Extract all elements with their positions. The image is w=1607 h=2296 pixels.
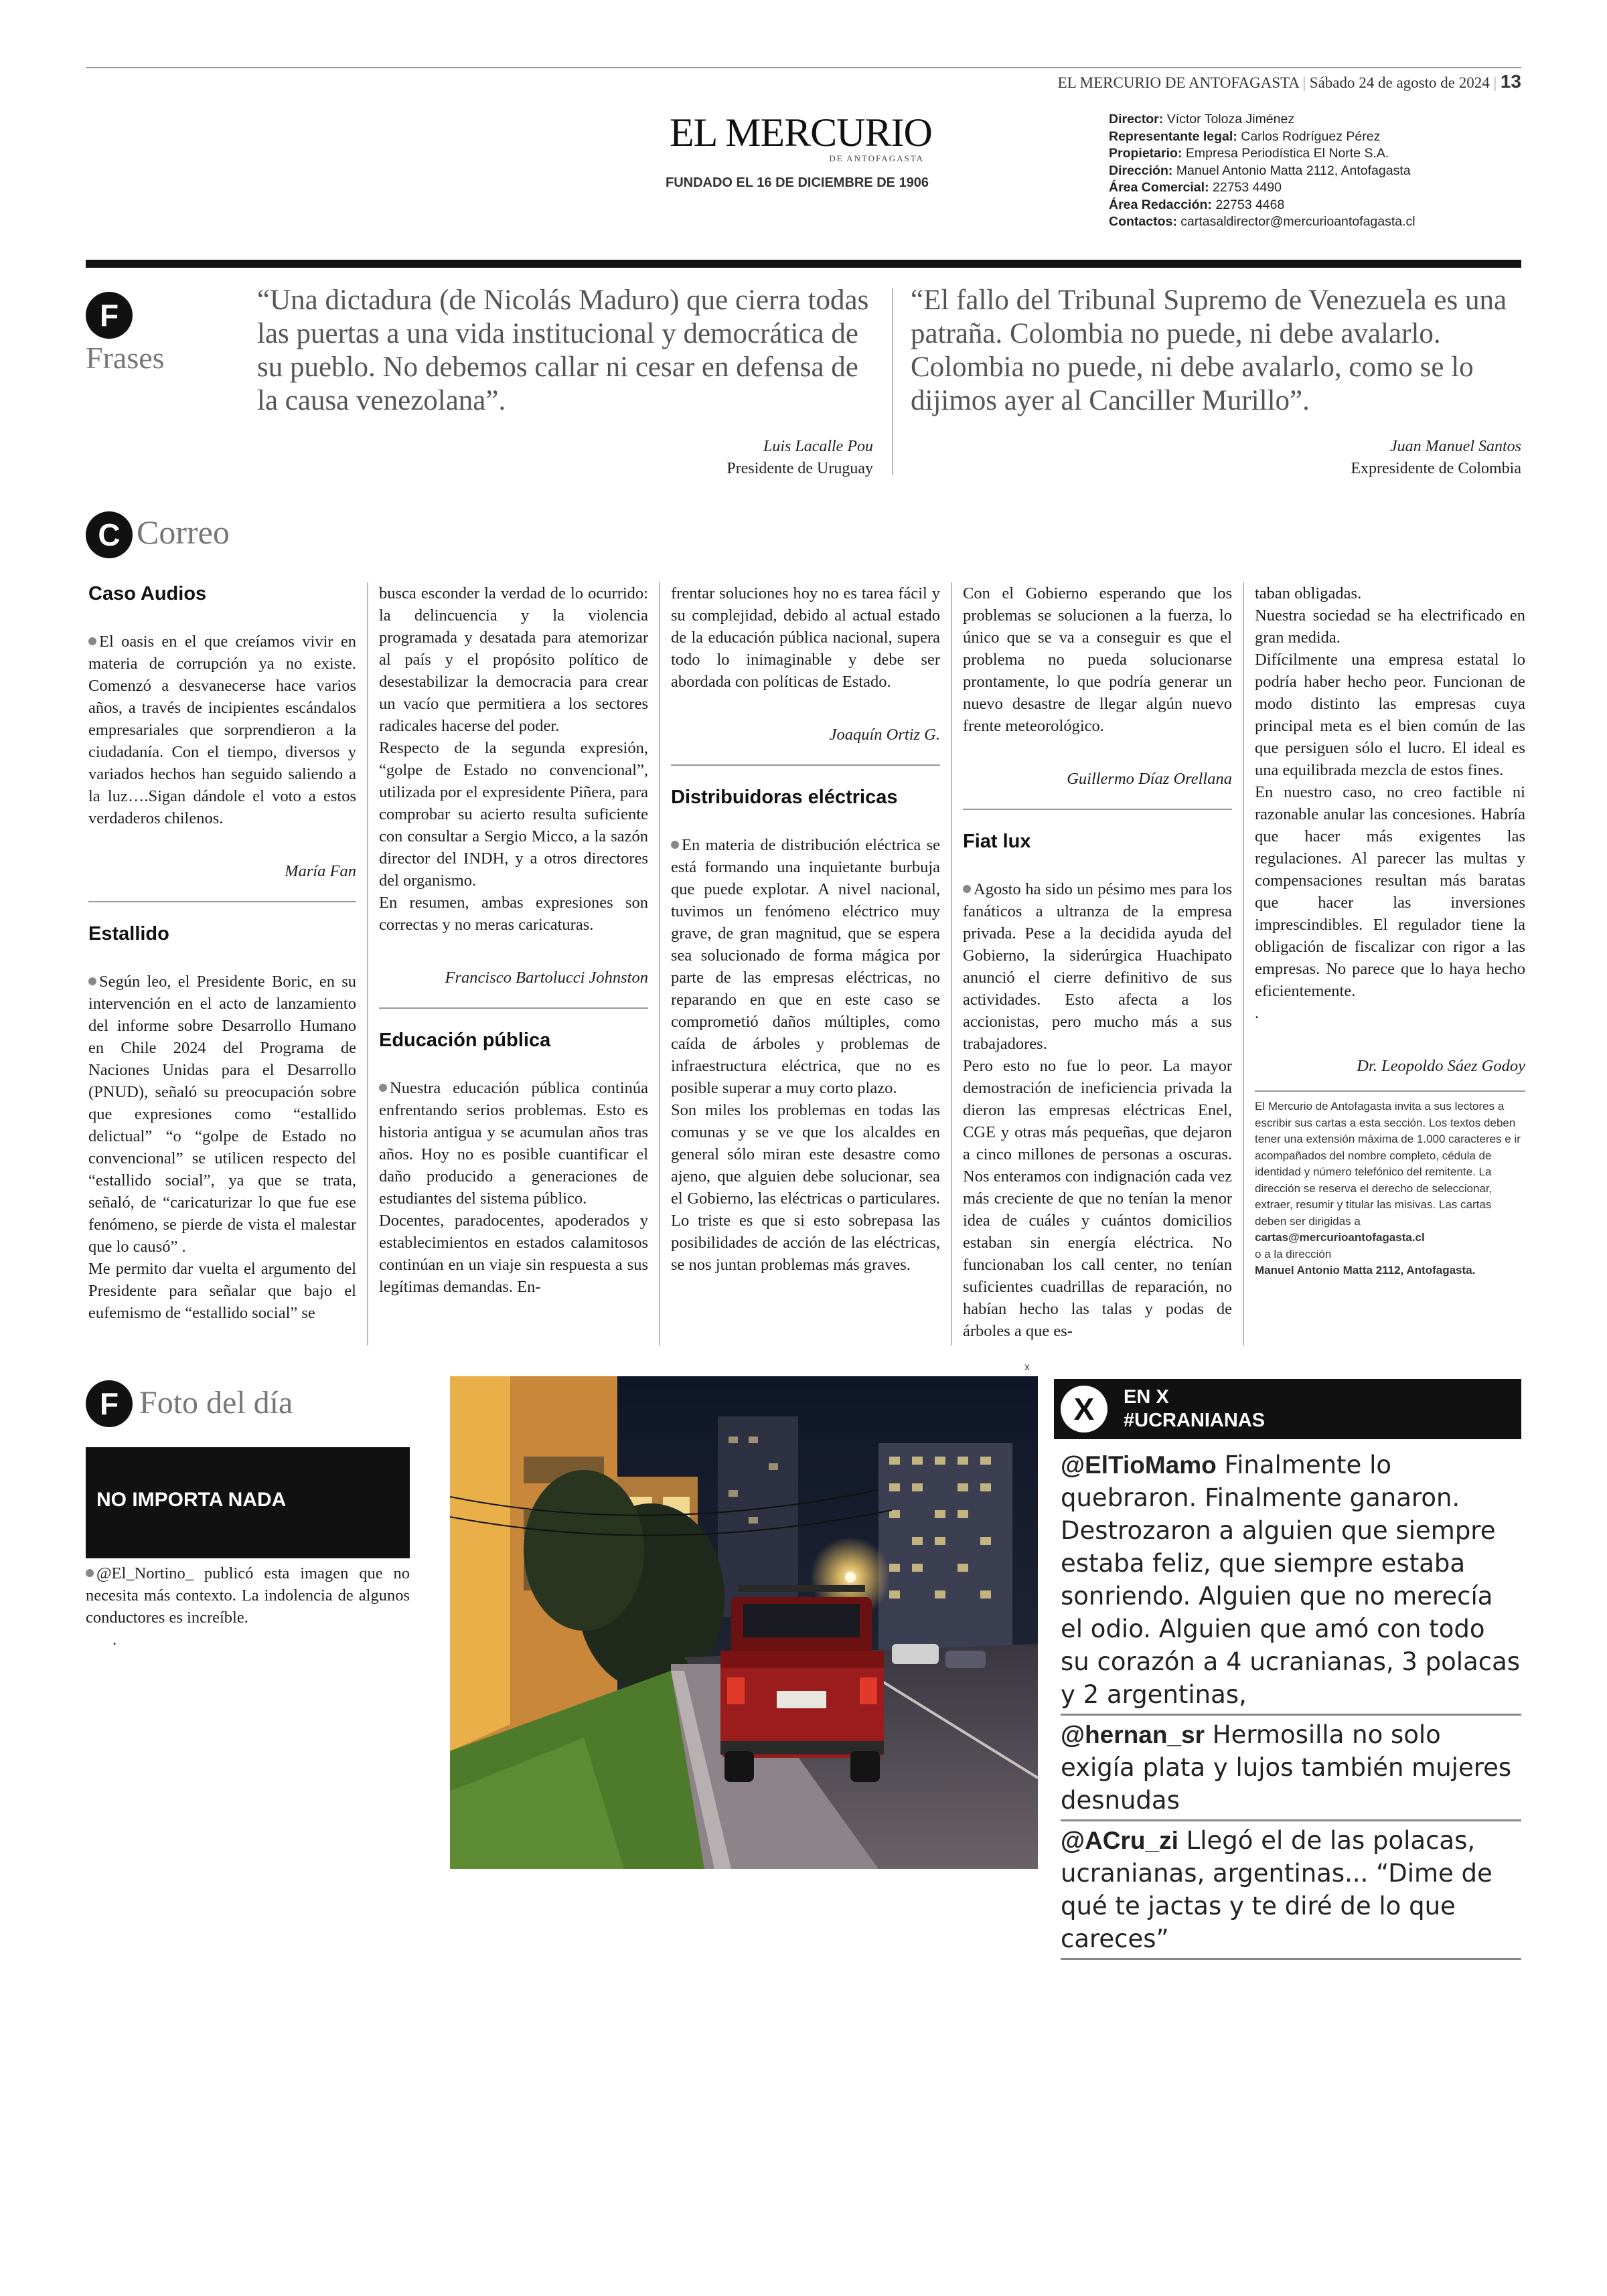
letter-body: . [1255,1004,1259,1022]
correo-col-1 [88,582,356,1324]
letter-body: Nuestra sociedad se ha electrificado en gran medida. [1255,606,1525,647]
staff-contacts: Contactos: cartasaldirector@mercurioantofagasta.cl [1109,214,1415,229]
letter-body: Nuestra educación pública continúa enfrentando serios problemas. Esto es historia antigua y se acumulan años tras años. Hoy no es posible cuantificar el daño producido a generaciones de estudiantes del sistema público. [379,1079,648,1208]
letter-body: Me permito dar vuelta el argumento del Presidente para señalar que bajo el eufemismo de “estallido social” se [88,1260,356,1322]
letter-body: Son miles los problemas en todas las comunas y se ve que los alcaldes en general sólo miran este desastre como ajeno, que alguien debe solucionar, sea el Gobierno, las eléctricas o particulares. Lo triste es que si esto sobrepasa las posibilidades de acción de las eléctricas, se nos juntan problemas más graves. [671,1101,940,1274]
letter-divider [379,1007,648,1009]
tweet-text: Hermosilla no solo exigía plata y lujos también mujeres desnudas [1061,1720,1512,1815]
col-divider [951,582,952,1345]
foto-image [450,1376,1038,1869]
frases-title: Frases [86,341,165,375]
bullet-icon [86,1569,94,1577]
letter-signature: Francisco Bartolucci Johnston [445,969,648,987]
quote-2-text: “El fallo del Tribunal Supremo de Venezuela es una patraña. Colombia no puede, ni debe avalarlo. Colombia no puede, ni debe avalarlo, como se lo dijimos ayer al Canciller Murillo”. [911,284,1507,416]
staff-owner: Propietario: Empresa Periodística El Norte S.A. [1109,146,1389,161]
foto-caption-text: @El_Nortino_ publicó esta imagen que no necesita más contexto. La indolencia de algunos conductores es increíble. [86,1564,410,1627]
letter-body: En resumen, ambas expresiones son correctas y no meras caricaturas. [379,894,648,934]
letter-body: Agosto ha sido un pésimo mes para los fanáticos a ultranza de la empresa privada. Pese a la decidida ayuda del Gobierno, la siderúrgica Huachipato anunció el cierre definitivo de sus actividades. Esto afecta a los accionistas, pero mucho más a sus trabajadores. [963,880,1232,1053]
col-divider [367,582,368,1345]
letter-divider [88,901,356,902]
tweet-text: Finalmente lo quebraron. Finalmente ganaron. Destrozaron a alguien que siempre estaba feliz, que siempre estaba sonriendo. Alguien que no merecía el odio. Alguien que amó con todo su corazón a 4 ucranianas, 3 polacas y 2 argentinas, [1061,1451,1521,1709]
letter-signature: Joaquín Ortiz G. [829,726,940,744]
foto-box-title: NO IMPORTA NADA [96,1489,287,1511]
quote-1-author: Luis Lacalle Pou [763,438,873,455]
foto-caption-dot: . [112,1631,117,1649]
tweet [1061,1449,1521,1716]
letter-body: frentar soluciones hoy no es tarea fácil y su complejidad, debido al actual estado de la educación pública nacional, supera todo lo inimaginable y debe ser abordada con políticas de Estado. [671,584,940,691]
correo-col-5 [1255,582,1525,1279]
founded-line: FUNDADO EL 16 DE DICIEMBRE DE 1906 [666,175,929,190]
correo-col-2 [379,582,648,1298]
page-number: 13 [1500,71,1521,92]
letter-heading: Estallido [88,923,169,945]
letter-heading: Fiat lux [963,831,1031,852]
top-rule [86,67,1521,68]
letter-body: Pero esto no fue lo peor. La mayor demostración de ineficiencia privada la dieron las empresas eléctricas Enel, CGE y otras más pequeñas, que dejaron a cinco millones de personas a oscuras. Nos enteramos con indignación cada vez más creciente de que no tenían la menor idea de cuáles y cuántos domicilios estaban sin energía eléctrica. No funcionaban los call center, no tenían suficientes cuadrillas de reparación, no habían hecho las talas y podas de árboles a que es- [963,1057,1232,1340]
foto-title: Foto del día [139,1385,293,1420]
letter-body: Con el Gobierno esperando que los problemas se solucionen a la fuerza, lo único que se va a conseguir es que el problema no pueda solucionarse prontamente, lo que podría generar un nuevo desastre de llegar algún nuevo frente meteorológico. [963,584,1232,735]
logo-main: EL MERCURIO [670,110,932,155]
x-logo-icon: X [1073,1392,1095,1426]
letters-notice [1255,1098,1525,1279]
enx-title-line2: #UCRANIANAS [1124,1410,1266,1431]
tweet-handle[interactable]: @ACru_zi [1061,1827,1178,1854]
letter-heading: Educación pública [379,1030,551,1051]
quote-2-role: Expresidente de Colombia [1351,460,1521,477]
bullet-icon [88,977,96,985]
letter-body: El oasis en el que creíamos vivir en materia de corrupción ya no existe. Comenzó a desvanecerse hace varios años, a través de incipientes escándalos empresariales que sorprendieron a la ciudadanía. Con el tiempo, diversos y variados hechos han seguido saliendo a la luz….Sigan dándole el voto a estos verdaderos chilenos. [88,633,356,827]
letter-signature: María Fan [285,862,356,880]
notice-text: El Mercurio de Antofagasta invita a sus lectores a escribir sus cartas a esta sección. Los textos deben tener una extensión máxima de 1.000 caracteres e ir acompañados del nombre completo, cédula de identidad y número telefónico del remitente. La dirección se reserva el derecho de seleccionar, extraer, resumir y titular las misivas. Las cartas deben ser dirigidas a [1255,1100,1521,1228]
staff-box [1109,111,1415,231]
staff-address: Dirección: Manuel Antonio Matta 2112, Antofagasta [1109,163,1411,178]
tweet-handle[interactable]: @ElTioMamo [1061,1451,1217,1479]
staff-legal: Representante legal: Carlos Rodríguez Pérez [1109,129,1381,144]
enx-title [1124,1386,1265,1432]
logo [670,111,937,163]
frases-badge: F [86,292,133,339]
quote-1-text: “Una dictadura (de Nicolás Maduro) que cierra todas las puertas a una vida institucional y democrática de su pueblo. No debemos callar ni cesar en defensa de la causa venezolana”. [257,284,869,416]
masthead-date-line: EL MERCURIO DE ANTOFAGASTA | Sábado 24 de agosto de 2024 | 13 [1057,71,1521,92]
paper-name: EL MERCURIO DE ANTOFAGASTA [1057,74,1299,91]
bullet-icon [963,885,971,893]
tweet-handle[interactable]: @hernan_sr [1061,1721,1205,1748]
letter-signature: Guillermo Díaz Orellana [1067,770,1232,788]
letter-heading: Caso Audios [88,583,207,604]
letter-body: Docentes, paradocentes, apoderados y establecimientos en estados calamitosos continúan en un viaje sin respuesta a sus legítimas demandas. En- [379,1212,648,1296]
letter-signature: Dr. Leopoldo Sáez Godoy [1357,1057,1525,1075]
tweet [1061,1716,1521,1821]
enx-feed [1061,1449,1521,1960]
correo-col-3 [671,582,940,1276]
tweet-text: Llegó el de las polacas, ucranianas, argentinas... “Dime de qué te jactas y te diré de lo que careces” [1061,1826,1493,1953]
quote-1 [257,284,873,478]
correo-col-4 [963,582,1232,1342]
staff-newsroom: Área Redacción: 22753 4468 [1109,197,1285,212]
letter-divider [963,809,1232,810]
thick-rule [86,260,1521,268]
col-divider [659,582,660,1345]
notice-or: o a la dirección [1255,1247,1332,1260]
bullet-icon [88,637,96,645]
correo-badge: C [86,511,133,558]
bullet-icon [671,841,679,849]
letter-body: En nuestro caso, no creo factible ni razonable anular las concesiones. Habría que hacer más exigentes las regulaciones. Al parecer las multas y compensaciones resultan más baratas que hacer las inversiones imprescindibles. El regulador tiene la obligación de fiscalizar con rigor a las empresas. No parece que lo haya hecho eficientemente. [1255,783,1525,1000]
night-street-photo [450,1376,1038,1869]
foto-title-box [86,1447,410,1558]
col-divider [1243,582,1244,1345]
notice-address: Manuel Antonio Matta 2112, Antofagasta. [1255,1264,1476,1277]
quote-1-role: Presidente de Uruguay [726,460,873,477]
quote-2-author: Juan Manuel Santos [1390,438,1521,455]
letter-body: Difícilmente una empresa estatal lo podría haber hecho peor. Funcionan de modo distinto las empresas cuya principal meta es el bien común de las que persiguen sólo el lucro. El ideal es una equilibrada mezcla de estos fines. [1255,651,1525,779]
correo-title: Correo [137,513,230,551]
logo-sub: DE ANTOFAGASTA [829,153,924,163]
tweet [1061,1821,1521,1960]
letter-body: Según leo, el Presidente Boric, en su intervención en el acto de lanzamiento del informe sobre Desarrollo Humano en Chile 2024 del Programa de Naciones Unidas para el Desarrollo (PNUD), señaló su preocupación sobre que expresiones como “estallido delictual” “o “golpe de Estado no convencional” se utilicen respecto del “estallido social”, ya que se trata, señaló, de “caricaturizar lo que fue ese fenómeno, se pierde de vista el malestar que lo causó” . [88,973,356,1256]
staff-commercial: Área Comercial: 22753 4490 [1109,180,1282,195]
letter-heading: Distribuidoras eléctricas [671,787,898,808]
foto-caption [86,1562,410,1651]
quote-2 [911,284,1521,478]
letter-body: taban obligadas. [1255,584,1362,602]
enx-title-line1: EN X [1124,1386,1169,1408]
letter-divider [671,764,940,766]
letter-body: Respecto de la segunda expresión, “golpe de Estado no convencional”, utilizada por el expresidente Piñera, para comprobar su acierto resulta suficiente con consultar a Sergio Micco, a la sazón director del INDH, y a otros directores del organismo. [379,739,648,890]
notice-email[interactable]: cartas@mercurioantofagasta.cl [1255,1231,1425,1244]
issue-date: Sábado 24 de agosto de 2024 [1309,74,1490,91]
frases-divider [892,288,893,475]
letter-body: busca esconder la verdad de lo ocurrido: la delincuencia y la violencia programada y desatada para atemorizar al país y el propósito político de desestabilizar la democracia para crear un vacío que permitiera a los sectores radicales hacerse del poder. [379,584,648,735]
letter-divider [1255,1090,1525,1092]
letter-body: En materia de distribución eléctrica se está formando una inquietante burbuja que puede explotar. A nivel nacional, tuvimos un fenómeno eléctrico muy grave, de gran magnitud, que se espera sea solucionado de forma mágica por parte de las empresas eléctricas, no reparando en que en este caso se comprometió daños múltiples, como caída de árboles y problemas de infraestructura eléctrica, que no es posible superar a muy corto plazo. [671,836,940,1097]
foto-badge: F [86,1380,133,1427]
foto-close-icon[interactable]: x [1024,1362,1030,1373]
staff-director: Director: Víctor Toloza Jiménez [1109,112,1295,127]
bullet-icon [379,1084,387,1092]
